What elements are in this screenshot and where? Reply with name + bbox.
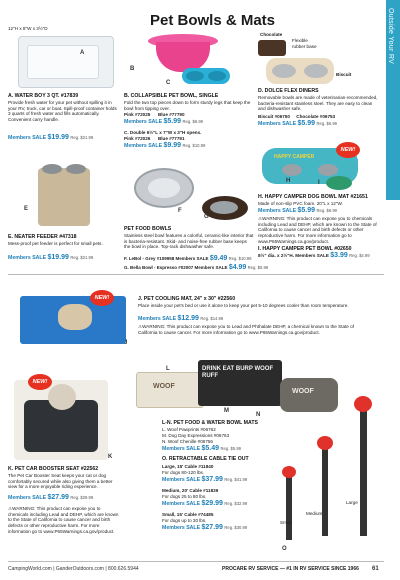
item-e-price: $19.99 (47, 254, 69, 261)
item-lmn-title: L-N. PET FOOD & WATER BOWL MATS (162, 420, 258, 426)
item-k-title: K. PET CAR BOOSTER SEAT #22562 (8, 466, 99, 472)
item-d-skus: Biscuit #06750 Chocolate #06753 (258, 114, 336, 119)
dog-head (48, 384, 76, 410)
item-f-price: $9.49 (209, 255, 228, 262)
item-d-price-row (258, 120, 337, 127)
item-b-colors: Pink #72025 Blue #77790 (124, 112, 185, 117)
label-large: Large (346, 500, 358, 505)
item-a-price: $19.99 (47, 134, 69, 141)
chocolate-diner-image (258, 40, 286, 56)
item-b-price: $5.99 (163, 118, 182, 125)
mat-text: HAPPY CAMPER (274, 154, 315, 160)
item-c-colors: Pink #72026 Blue #77791 (124, 136, 185, 141)
item-j-letter: J (124, 340, 128, 346)
item-o-medium-desc: For dogs 25 to 80 lbs. (162, 494, 207, 499)
price-label: Members SALE (8, 255, 47, 261)
item-o-small-desc: For dogs up to 30 lbs. (162, 518, 207, 523)
item-o-medium: Medium, 20' Cable #11839 (162, 488, 219, 493)
item-lmn-price-row (162, 445, 241, 452)
price-label: Members SALE (162, 477, 201, 483)
item-g-line: G. Bella Bowl - Espresso #02007 Members SALE (124, 265, 228, 270)
mat-n-text: WOOF (292, 388, 314, 395)
item-b-title: B. COLLAPSIBLE PET BOWL, SINGLE (124, 93, 219, 99)
item-d-price: $5.99 (297, 120, 316, 127)
mat-bowl-left (282, 164, 302, 176)
item-e-desc: Mess-proof pet feeder is perfect for small pets. (8, 241, 103, 246)
side-tab-label: Outside Your RV (387, 8, 394, 65)
item-l-line: L. Woof Pawprints #06762 (162, 427, 216, 432)
item-b-reg: Reg. $6.99 (182, 119, 203, 124)
double-bowl-left (186, 71, 204, 81)
label-medium: Medium (306, 511, 323, 516)
page-number: 61 (372, 566, 379, 572)
item-b-letter: B (130, 66, 135, 72)
item-o-medium-price-row (162, 500, 247, 507)
neater-feeder-image (34, 160, 94, 226)
rubber-base-label: Flexible rubber base (292, 38, 317, 49)
mat-m-text: DRINK EAT BURP WOOF RUFF (202, 366, 274, 380)
item-e-title: E. NEATER FEEDER #47318 (8, 234, 77, 240)
item-d-reg: Reg. $6.99 (316, 121, 337, 126)
stake-medium (322, 440, 328, 536)
item-a-price-row (8, 134, 93, 141)
label-small: Small (280, 520, 292, 525)
item-i-price: $3.99 (330, 252, 348, 259)
item-c-title: C. Double 6½"L x 7"W x 3"H opens. (124, 130, 202, 135)
item-h-warning: ⚠WARNING: This product can expose you to chemicals including Lead and DEHP, which are known to the State of California to cause cancer and birth defects or other reproductive harm. For more information go to www.P65Warnings.ca.gov/product. (258, 216, 377, 244)
bella-interior (210, 201, 238, 214)
stake-large (360, 400, 367, 536)
item-o-small-price-row (162, 524, 247, 531)
item-n-letter: N (256, 412, 261, 418)
item-g-price: $4.99 (228, 264, 247, 271)
item-a-desc: Provide fresh water for your pet without spilling it in your RV, truck, car or boat. Spill-proof container holds 3 quarts of fresh water and fills automatically. Convenient carry handle. (8, 100, 117, 123)
price-label: Members SALE (258, 121, 297, 127)
stake-large-reel (354, 396, 372, 412)
item-k-letter: K (108, 454, 113, 460)
stake-small-reel (282, 466, 296, 478)
mat-bowl-right (318, 164, 338, 176)
item-o-small: Small, 15' Cable #74485 (162, 512, 214, 517)
diner-bowl-left (272, 64, 296, 78)
item-e-reg: Reg. $21.99 (70, 255, 94, 260)
biscuit-label: Biscuit (336, 72, 352, 77)
item-i-desc: 8½" dia. x 2½"H. Members SALE (258, 253, 329, 258)
price-label: Members SALE (8, 135, 47, 141)
item-d-title: D. DOLCE FLEX DINERS (258, 88, 319, 94)
item-k-desc: The Pet Car Booster Seat keeps your cat or dog comfortably secured while also giving them a better view for a more enjoyable riding experience. (8, 473, 113, 490)
feeder-body (38, 168, 90, 226)
item-h-title: H. HAPPY CAMPER DOG BOWL MAT #21651 (258, 194, 368, 200)
item-f-price-row (124, 255, 251, 262)
item-fg-title: PET FOOD BOWLS (124, 226, 172, 232)
item-i-price-row (258, 252, 370, 259)
item-o-medium-reg: Reg. $32.99 (224, 501, 248, 506)
item-a-letter: A (80, 50, 85, 56)
item-e-price-row (8, 254, 93, 261)
feeder-bowl-left (42, 164, 62, 174)
price-label: Members SALE (162, 446, 201, 452)
item-h-reg: Reg. $6.99 (316, 208, 337, 213)
item-b-price-row (124, 118, 203, 125)
item-i-title: I. HAPPY CAMPER PET BOWL #02650 (258, 246, 352, 252)
item-e-letter: E (24, 206, 29, 212)
item-g-reg: Reg. $5.99 (247, 265, 269, 270)
price-label: Members SALE (258, 208, 297, 214)
item-j-warning: ⚠WARNING: This product can expose you to Lead and Phthalate DEHP, a chemical known to the State of California to cause cancer. For more information go to www.P65Warnings.ca.gov/product. (138, 324, 354, 335)
item-h-desc: Made of non-slip PVC foam. 20"L x 12"W. (258, 201, 343, 206)
item-i-letter: I (318, 180, 320, 186)
lebol-bowl-image (134, 168, 194, 208)
lebol-interior (148, 178, 180, 198)
double-bowl-right (208, 71, 226, 81)
price-label: Members SALE (8, 495, 47, 501)
booster-seat-image (14, 380, 108, 460)
item-g-price-row (124, 264, 268, 271)
section-divider (8, 274, 384, 275)
item-lmn-price: $5.49 (201, 445, 220, 452)
item-f-reg: Reg. $10.99 (228, 256, 252, 261)
feeder-bowl-right (66, 164, 86, 174)
page-title: Pet Bowls & Mats (150, 12, 276, 29)
item-h-price: $5.99 (297, 207, 316, 214)
item-o-small-price: $27.99 (201, 524, 223, 531)
footer-links[interactable]: CampingWorld.com | GanderOutdoors.com | 800.626.5944 (8, 566, 139, 572)
item-m-letter: M (224, 408, 229, 414)
item-o-letter: O (282, 546, 287, 552)
woof-pawprints-mat-image (136, 372, 204, 408)
price-label: Members SALE (138, 316, 177, 322)
item-o-small-reg: Reg. $30.99 (224, 525, 248, 530)
price-label: Members SALE (162, 501, 201, 507)
price-label: Members SALE (124, 143, 163, 149)
item-fg-desc: Stainless steel bowl features a colorful, ceramic-like interior that is bacteria-resistant. Skid- and noise-free rubber base keeps the bowl in place. Top-rack dishwasher safe. (124, 233, 254, 250)
item-a-title: A. WATER BOY 3 QT. #17839 (8, 93, 79, 99)
dog-day-mat-image (198, 360, 282, 406)
item-c-price-row (124, 142, 205, 149)
item-a-dimension: 12"H x 8"W x 3½"D (8, 26, 48, 31)
item-d-desc: Removable bowls are made of veterinarian-recommended, bacteria-resistant stainless steel. They are easy to clean and dishwasher safe. (258, 95, 378, 112)
new-badge-h: NEW! (336, 142, 360, 158)
diner-bowl-right (304, 64, 328, 78)
water-boy-image (18, 36, 114, 88)
item-o-large-price-row (162, 476, 247, 483)
item-o-large-price: $37.99 (201, 476, 223, 483)
happy-camper-bowl-image (326, 176, 352, 190)
item-f-line: F. LeBol - Grey #109958 Members SALE (124, 256, 209, 261)
item-h-price-row (258, 207, 337, 214)
double-bowl-image (182, 68, 230, 88)
new-badge-j: NEW! (90, 290, 114, 306)
item-j-price-row (138, 315, 223, 322)
item-c-price: $9.99 (163, 142, 182, 149)
item-j-price: $12.99 (177, 315, 199, 322)
price-label: Members SALE (162, 525, 201, 531)
footer-divider (8, 561, 384, 562)
side-tab (386, 0, 400, 200)
item-n-line: N. Woof Chenille #06756 (162, 439, 213, 444)
item-l-letter: L (166, 366, 170, 372)
item-o-title: O. RETRACTABLE CABLE TIE OUT (162, 456, 249, 462)
item-h-letter: H (286, 178, 291, 184)
stake-medium-reel (317, 436, 333, 450)
water-container (27, 45, 99, 79)
item-b-desc: Fold the two top pieces down to form sturdy legs that keep the bowl from tipping over. (124, 100, 251, 111)
mat-l-text: WOOF (153, 383, 175, 390)
item-o-medium-price: $29.99 (201, 500, 223, 507)
price-label: Members SALE (124, 119, 163, 125)
item-c-reg: Reg. $10.99 (182, 143, 206, 148)
footer-tagline: PROCARE RV SERVICE — #1 IN RV SERVICE SINCE 1966 (222, 566, 359, 572)
item-k-price-row (8, 494, 93, 501)
item-g-letter: G (204, 214, 209, 220)
item-a-reg: Reg. $21.99 (70, 135, 94, 140)
item-k-reg: Reg. $29.99 (70, 495, 94, 500)
item-m-line: M. Dog Day Expressions #06763 (162, 433, 230, 438)
item-o-large-reg: Reg. $41.99 (224, 477, 248, 482)
chocolate-label: Chocolate (260, 32, 283, 37)
item-k-warning: ⚠WARNING: This product can expose you to chemicals including Lead and DEHP, which are known to the State of California to cause cancer and birth defects or other reproductive harm. For more information go to www.P65Warnings.ca.gov/product. (8, 506, 119, 534)
item-k-price: $27.99 (47, 494, 69, 501)
dog-on-mat (58, 304, 92, 330)
biscuit-diner-image (266, 58, 334, 84)
item-o-large-desc: For dogs 80-120 lbs. (162, 470, 205, 475)
item-lmn-reg: Reg. $5.99 (220, 446, 241, 451)
stake-small (286, 470, 292, 540)
item-j-reg: Reg. $14.99 (200, 316, 224, 321)
new-badge-k: NEW! (28, 374, 52, 390)
woof-chenille-mat-image (280, 378, 338, 412)
item-f-letter: F (178, 208, 182, 214)
item-i-reg: Reg. $4.99 (349, 253, 370, 258)
item-j-title: J. PET COOLING MAT, 24" x 30" #22560 (138, 296, 236, 302)
item-j-desc: Place inside your pet's bed or use it alone to keep your pet 5-10 degrees cooler than room temperature. (138, 303, 349, 308)
item-o-large: Large, 15' Cable #11840 (162, 464, 214, 469)
item-c-letter: C (166, 80, 171, 86)
